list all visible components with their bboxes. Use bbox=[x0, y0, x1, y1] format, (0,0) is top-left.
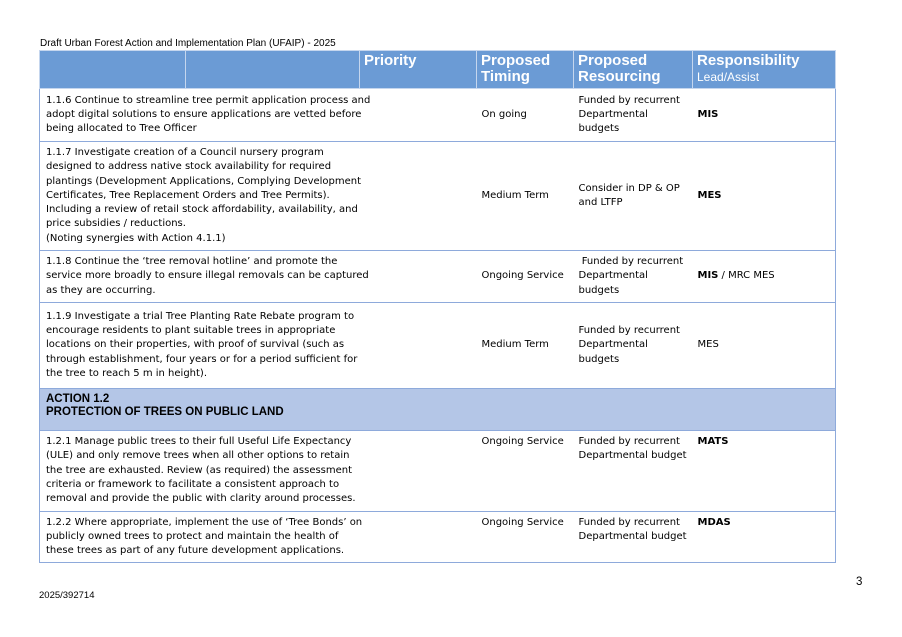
header-responsibility-label: Responsibility bbox=[697, 52, 800, 69]
responsibility-cell bbox=[693, 251, 836, 303]
header-priority: Priority bbox=[360, 51, 477, 89]
action-description bbox=[40, 251, 477, 303]
timing-cell: Medium Term bbox=[477, 303, 574, 389]
section-header-row bbox=[40, 389, 836, 431]
table-row bbox=[40, 251, 836, 303]
action-line: 1.1.6 Continue to streamline tree permit application process and bbox=[46, 94, 371, 106]
action-line: publicly owned trees to protect and maintain the health of bbox=[46, 530, 339, 542]
action-line: 1.1.7 Investigate creation of a Council nursery program bbox=[46, 147, 324, 158]
table-row bbox=[40, 89, 836, 142]
action-line: 1.2.1 Manage public trees to their full Useful Life Expectancy bbox=[46, 436, 352, 448]
resourcing-cell: Funded by recurrent Departmental budgets bbox=[574, 303, 693, 389]
action-line: service more broadly to ensure illegal removals can be captured bbox=[46, 270, 369, 282]
action-line: (ULE) and only remove trees when all other options to retain bbox=[46, 450, 350, 462]
timing-cell: Ongoing Service bbox=[477, 511, 574, 563]
action-line: 1.2.2 Where appropriate, implement the use of ‘Tree Bonds’ on bbox=[46, 516, 363, 528]
responsibility-lead: MIS bbox=[697, 270, 719, 282]
action-line: the tree to reach 5 m in height). bbox=[46, 368, 208, 380]
action-line: 1.1.8 Continue the ‘tree removal hotline’ and promote the bbox=[46, 256, 338, 268]
responsibility-cell: MES bbox=[693, 303, 836, 389]
action-description bbox=[40, 89, 477, 142]
header-responsibility bbox=[693, 51, 836, 89]
action-line: these trees as part of any future development applications. bbox=[46, 545, 345, 557]
responsibility-cell: MES bbox=[693, 142, 836, 251]
table-row bbox=[40, 142, 836, 251]
table-row bbox=[40, 303, 836, 389]
section-header bbox=[40, 389, 836, 431]
action-line: Certificates, Tree Replacement Orders and Tree Permits). bbox=[46, 189, 330, 201]
header-timing: Proposed Timing bbox=[477, 51, 574, 89]
table-header bbox=[40, 51, 836, 89]
responsibility-cell: MATS bbox=[693, 431, 836, 511]
action-line: adopt digital solutions to ensure applications are vetted before bbox=[46, 108, 362, 120]
action-line: 1.1.9 Investigate a trial Tree Planting Rate Rebate program to bbox=[46, 310, 355, 322]
action-line: encourage residents to plant suitable trees in appropriate bbox=[46, 325, 336, 337]
action-line: price subsidies / reductions. bbox=[46, 218, 186, 230]
action-line: (Noting synergies with Action 4.1.1) bbox=[46, 232, 226, 244]
action-line: removal and provide the public with clarity around processes. bbox=[46, 493, 356, 505]
timing-cell: Ongoing Service bbox=[477, 431, 574, 511]
action-line: as they are occurring. bbox=[46, 284, 156, 296]
header-blank-2 bbox=[186, 51, 360, 89]
resourcing-cell: Funded by recurrent Departmental budgets bbox=[574, 89, 693, 142]
document-reference: 2025/392714 bbox=[39, 590, 95, 601]
resourcing-cell: Funded by recurrent Departmental budget bbox=[574, 511, 693, 563]
timing-cell: On going bbox=[477, 89, 574, 142]
resourcing-cell: Consider in DP & OP and LTFP bbox=[574, 142, 693, 251]
document-title: Draft Urban Forest Action and Implementation Plan (UFAIP) - 2025 bbox=[40, 38, 336, 49]
action-line: locations on their properties, with proof of survival (such as bbox=[46, 339, 345, 351]
action-line: criteria or framework to facilitate a consistent approach to bbox=[46, 478, 340, 490]
page-number: 3 bbox=[856, 576, 863, 588]
header-responsibility-sub: Lead/Assist bbox=[697, 70, 760, 84]
table-row bbox=[40, 511, 836, 563]
action-table bbox=[39, 50, 836, 563]
resourcing-cell: Funded by recurrent Departmental budgets bbox=[574, 251, 693, 303]
action-table-container bbox=[39, 50, 835, 563]
timing-cell: Medium Term bbox=[477, 142, 574, 251]
responsibility-assist: / MRC MES bbox=[718, 270, 775, 282]
action-line: through establishment, four years or for a period sufficient for bbox=[46, 353, 358, 365]
responsibility-cell: MIS bbox=[693, 89, 836, 142]
table-row bbox=[40, 431, 836, 511]
header-resourcing: Proposed Resourcing bbox=[574, 51, 693, 89]
timing-cell: Ongoing Service bbox=[477, 251, 574, 303]
header-blank-1 bbox=[40, 51, 186, 89]
action-line: the tree are exhausted. Review (as required) the assessment bbox=[46, 464, 353, 476]
section-title: PROTECTION OF TREES ON PUBLIC LAND bbox=[46, 406, 284, 419]
action-description bbox=[40, 431, 477, 511]
action-description bbox=[40, 511, 477, 563]
action-description bbox=[40, 303, 477, 389]
action-line: designed to address native stock availability for required bbox=[46, 161, 332, 173]
action-line: plantings (Development Applications, Complying Development bbox=[46, 175, 362, 187]
section-code: ACTION 1.2 bbox=[46, 393, 110, 406]
resourcing-cell: Funded by recurrent Departmental budget bbox=[574, 431, 693, 511]
action-description bbox=[40, 142, 477, 251]
action-line: being allocated to Tree Officer bbox=[46, 123, 197, 135]
action-line: Including a review of retail stock affordability, availability, and bbox=[46, 204, 358, 216]
responsibility-cell: MDAS bbox=[693, 511, 836, 563]
